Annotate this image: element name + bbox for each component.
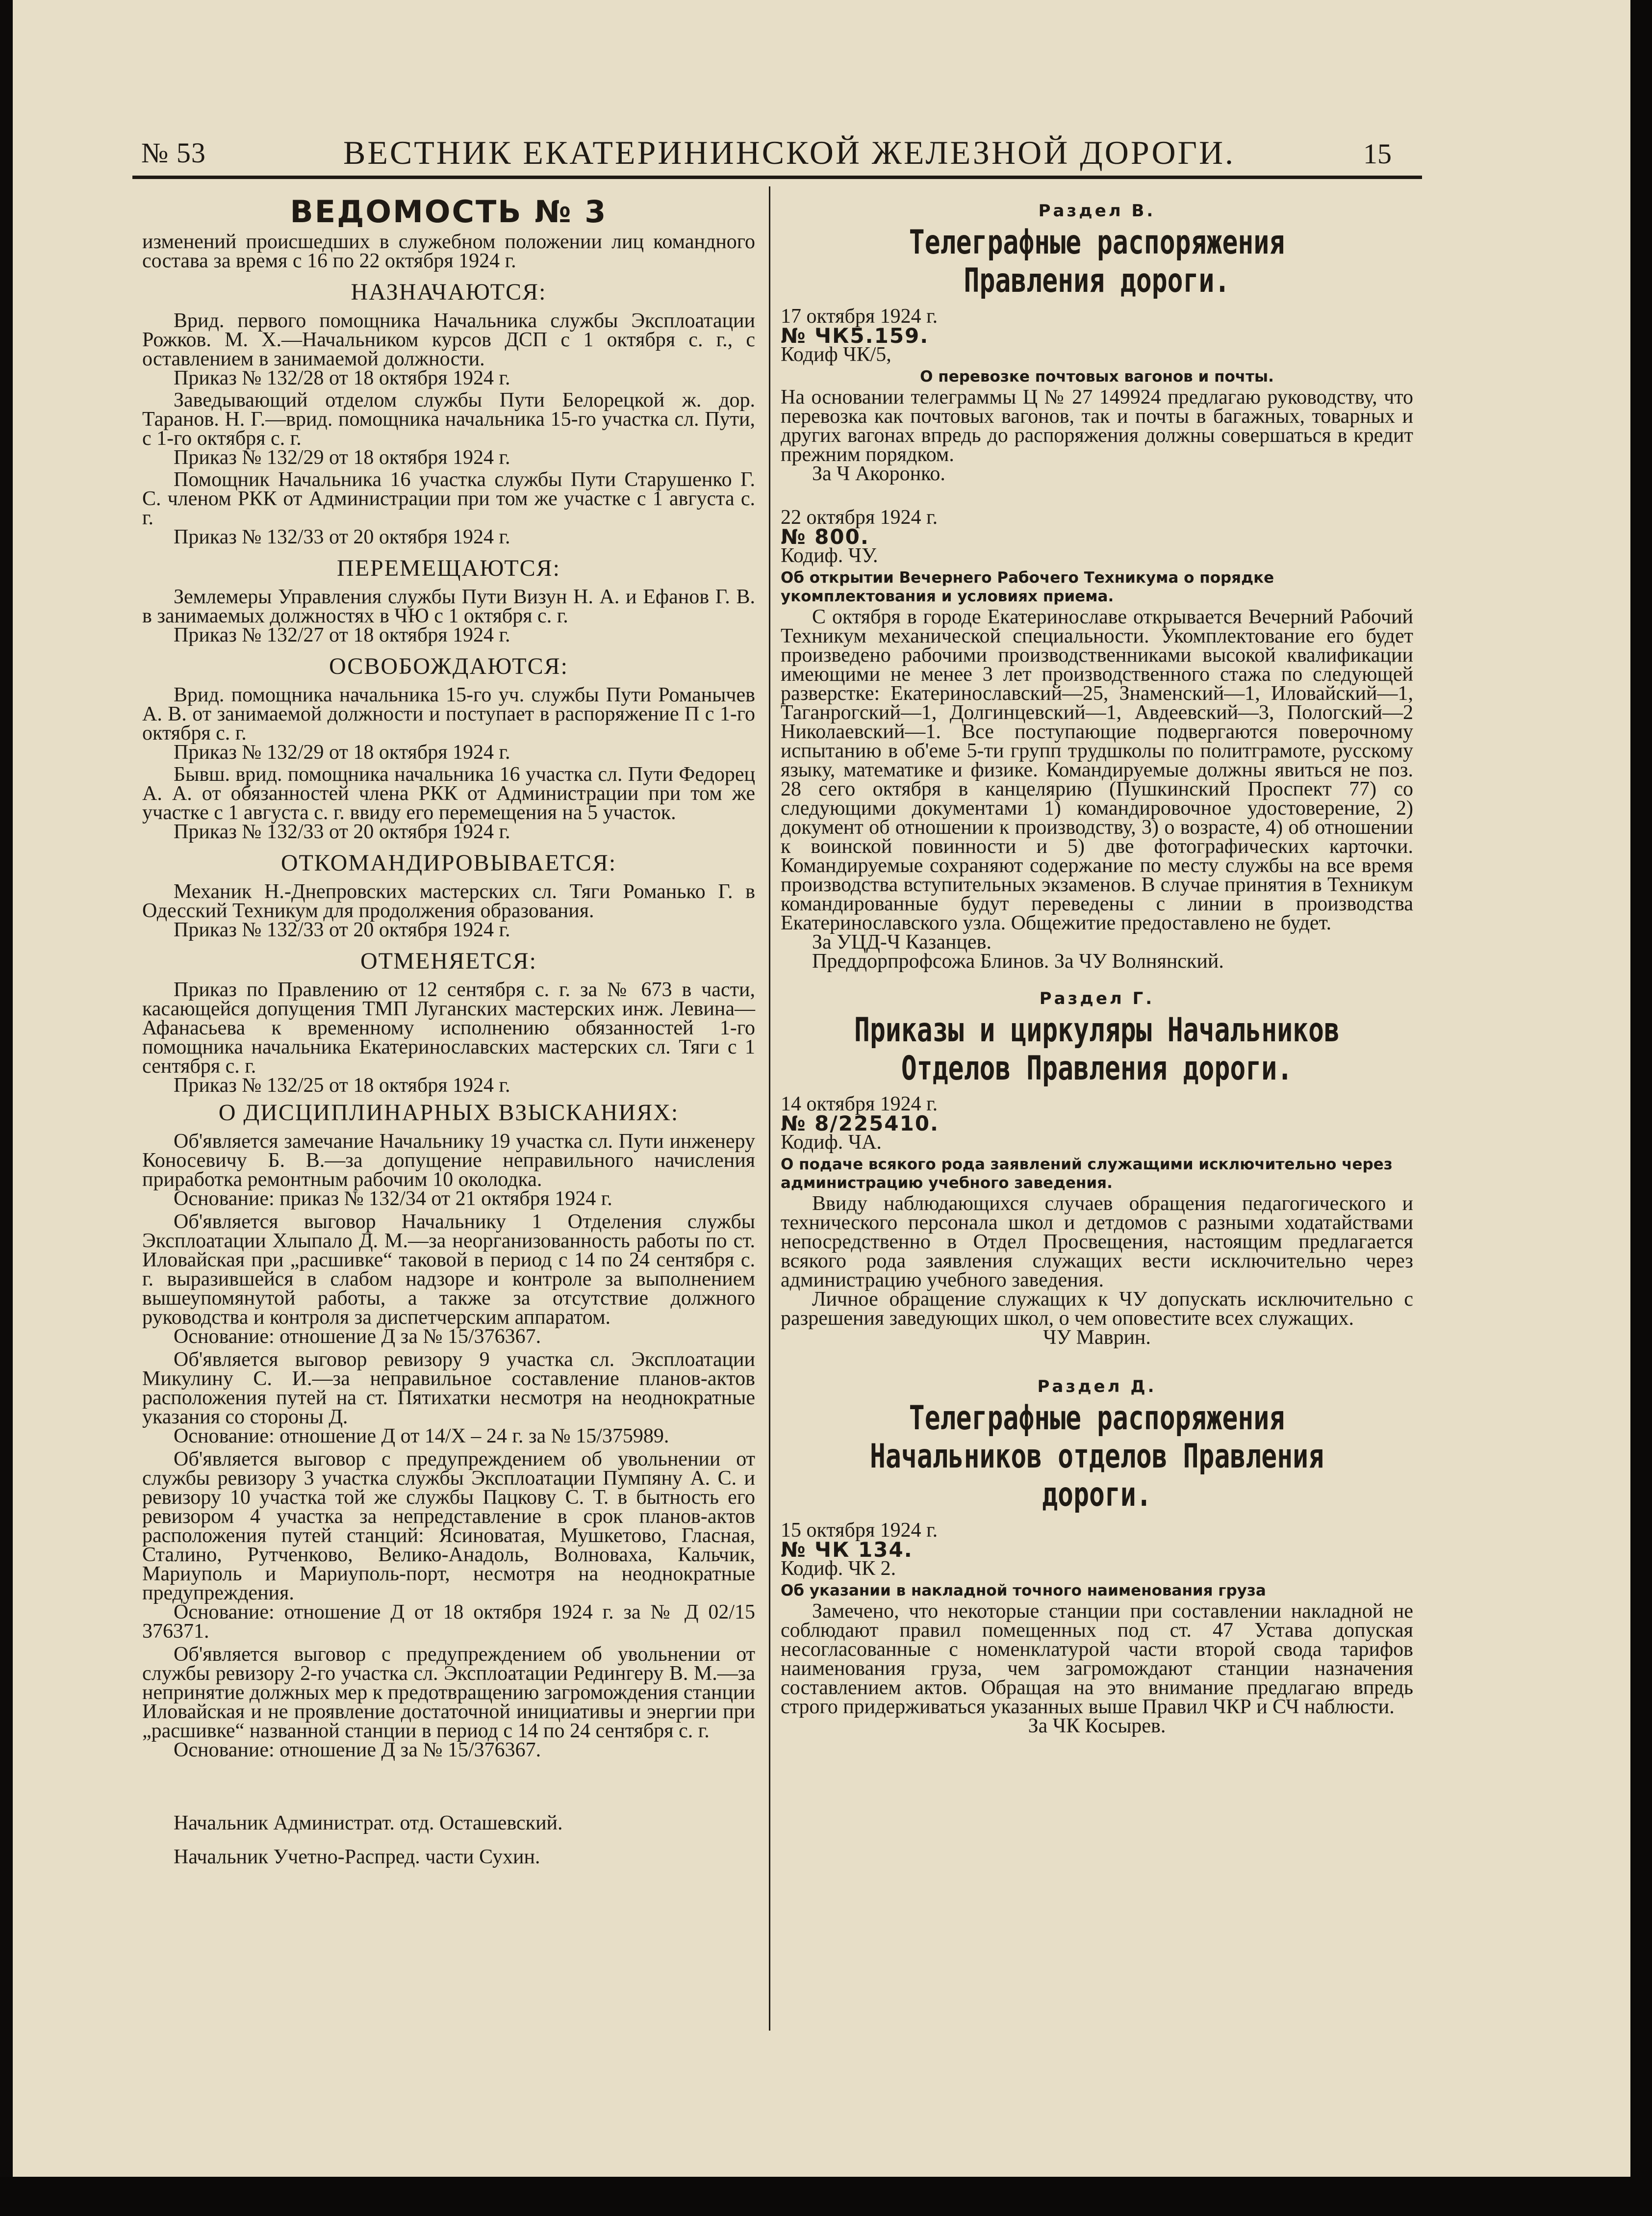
basis-reference: Основание: приказ № 132/34 от 21 октября 1924 г. — [174, 1187, 612, 1210]
order-text: Личное обращение служащих к ЧУ допускать исключительно с разрешения заведующих школ, о чем оповестите всех служащих. — [781, 1288, 1413, 1330]
order-reference: Приказ № 132/33 от 20 октября 1924 г. — [174, 526, 510, 548]
order-signature: За УЦД-Ч Казанцев. — [812, 931, 991, 953]
vedomost-title: ВЕДОМОСТЬ № 3 — [290, 194, 608, 230]
order-text: Замечено, что некоторые станции при составлении накладной не соблюдают правил помещенных под ст. 47 Устава допуская несогласованные с номенклатурой части второй свода тарифов наименования груза, чем загромождают станции назначения составлением актов. Обращая на это внимание предлагаю впредь строго придерживаться указанных выше Правил ЧКР и СЧ наблюсти. — [781, 1600, 1413, 1718]
left-column — [142, 194, 755, 1867]
section-g-label: Раздел Г. — [1039, 989, 1155, 1008]
section-g-title: Приказы и циркуляры Начальников Отделов Правления дороги. — [854, 1011, 1340, 1088]
paragraph: Врид. первого помощника Начальника службы Эксплоатации Рожков. М. Х.—Начальником курсов ДСП с 1 октября с. г., с оставлением в занимаемой должности. — [142, 309, 755, 370]
header-rule — [132, 176, 1422, 179]
column-divider — [769, 186, 770, 2031]
order-subject: О перевозке почтовых вагонов и почты. — [920, 368, 1274, 386]
newspaper-title: ВЕСТНИК ЕКАТЕРИНИНСКОЙ ЖЕЛЕЗНОЙ ДОРОГИ. — [343, 134, 1236, 171]
paragraph: Врид. помощника начальника 15-го уч. службы Пути Романычев А. В. от занимаемой должности и поступает в распоряжение П с 1-го октября с. г. — [142, 684, 755, 745]
heading-peremeshchayutsya: ПЕРЕМЕЩАЮТСЯ: — [337, 555, 560, 581]
paragraph: Об'является замечание Начальнику 19 участка сл. Пути инженеру Коносевичу Б. В.—за допущение неправильного начисления приработка ремонтным рабочим 10 околодка. — [142, 1130, 755, 1191]
order-text: Ввиду наблюдающихся случаев обращения педагогического и технического персонала школ и детдомов с разными ходатайствами непосредственно в Отдел Просвещения, настоящим предлагается всякого рода заявления служащих вести исключительно через администрацию учебного заведения. — [781, 1192, 1413, 1291]
section-d-label: Раздел Д. — [1037, 1377, 1157, 1396]
heading-naznachayutsya: НАЗНАЧАЮТСЯ: — [351, 279, 547, 305]
order-subject: Об указании в накладной точного наименования груза — [781, 1582, 1266, 1599]
order-signature: Преддорпрофсожа Блинов. За ЧУ Волнянский. — [812, 950, 1224, 973]
heading-osvobozhdayutsya: ОСВОБОЖДАЮТСЯ: — [329, 653, 568, 679]
order-reference: Приказ № 132/28 от 18 октября 1924 г. — [174, 367, 510, 389]
order-reference: Приказ № 132/33 от 20 октября 1924 г. — [174, 919, 510, 941]
section-d-title: Телеграфные распоряжения Начальников отделов Правления дороги. — [869, 1399, 1324, 1514]
order-subject: Об открытии Вечернего Рабочего Техникума о порядке укомплектования и условиях приема. — [781, 569, 1274, 605]
heading-otkomandirovyvaetsya: ОТКОМАНДИРОВЫВАЕТСЯ: — [280, 850, 617, 876]
paragraph: Заведывающий отделом службы Пути Белорецкой ж. дор. Таранов. Н. Г.—врид. помощника начальника 15-го участка сл. Пути, с 1-го октября с. г. — [142, 389, 755, 450]
order-reference: Приказ № 132/29 от 18 октября 1924 г. — [174, 446, 510, 469]
order-codification: Кодиф ЧК/5, — [781, 343, 891, 366]
order-number: № ЧК5.159. — [781, 324, 929, 348]
order-signature: За ЧК Косырев. — [1028, 1715, 1166, 1737]
right-scan-edge — [1630, 0, 1652, 2216]
basis-reference: Основание: отношение Д от 18 октября 1924 г. за № Д 02/15 376371. — [142, 1601, 755, 1643]
section-v-label: Раздел В. — [1038, 201, 1156, 221]
order-date: 22 октября 1924 г. — [781, 506, 938, 529]
paragraph: Землемеры Управления службы Пути Визун Н. А. и Ефанов Г. В. в занимаемых должностях в ЧЮ с 1 октября с. г. — [142, 586, 755, 627]
order-signature: ЧУ Маврин. — [1043, 1326, 1151, 1349]
order-date: 17 октября 1924 г. — [781, 305, 938, 328]
order-number: № ЧК 134. — [781, 1538, 913, 1562]
paragraph: Помощник Начальника 16 участка службы Пути Старушенко Г. С. членом РКК от Администрации при том же участке с 1 августа с. г. — [142, 468, 755, 529]
signature-uchetno: Начальник Учетно-Распред. части Сухин. — [174, 1846, 540, 1868]
paragraph: Об'является выговор с предупреждением об увольнении от службы ревизору 2-го участка сл. Эксплоатации Редингеру В. М.—за непринятие должных мер к предотвращению загромождения станции Иловайская и не проявление достаточной инициативы и энергии при „расшивке“ названной станции в период с 14 по 24 сентября с. г. — [142, 1643, 755, 1742]
order-date: 15 октября 1924 г. — [781, 1519, 938, 1542]
heading-distsiplinarnye: О ДИСЦИПЛИНАРНЫХ ВЗЫСКАНИЯХ: — [218, 1100, 679, 1126]
order-reference: Приказ № 132/29 от 18 октября 1924 г. — [174, 741, 510, 764]
order-codification: Кодиф. ЧК 2. — [781, 1557, 896, 1580]
right-column — [781, 201, 1413, 1736]
order-date: 14 октября 1924 г. — [781, 1093, 938, 1115]
bottom-scan-edge — [0, 2177, 1652, 2216]
order-number: № 8/225410. — [781, 1111, 940, 1135]
signature-admin: Начальник Администрат. отд. Осташевский. — [174, 1812, 563, 1834]
paragraph: Механик Н.-Днепровских мастерских сл. Тяги Романько Г. в Одесский Техникум для продолжения образования. — [142, 880, 755, 922]
paragraph: Приказ по Правлению от 12 сентября с. г. за № 673 в части, касающейся допущения ТМП Луганских мастерских инж. Левина—Афанасьева к временному исполнению обязанностей 1-го помощника начальника Екатеринославских мастерских сл. Тяги с 1 сентября с. г. — [142, 979, 755, 1078]
order-text: С октября в городе Екатеринославе открывается Вечерний Рабочий Техникум механической специальности. Укомплектование его будет произведено рабочими производственниками высокой квалификации имеющими не менее 3 лет производственного стажа по следующей разверстке: Екатеринославский—25, Знаменский—1, Иловайский—1, Таганрогский—1, Долгинцевский—1, Авдеевский—3, Пологский—2 Николаевский—1. Все поступающие подвергаются поверочному испытанию в об'еме 5-ти групп трудшколы по политграмоте, русскому языку, математике и физике. Командируемые должны явиться не поз. 28 сего октября в канцелярию (Пушкинский Проспект 77) со следующими документами 1) командировочное удостоверение, 2) документ об отношении к производству, 3) о возрасте, 4) об отношении к воинской повинности и 5) две фотографических карточки. Командируемые сохраняют содержание по месту службы на все время производства вступительных экзаменов. В случае принятия в Техникум командированные будут переведены с линии в производства Екатеринославского узла. Общежитие предоставлено не будет. — [781, 606, 1413, 934]
heading-otmenyaetsya: ОТМЕНЯЕТСЯ: — [360, 948, 537, 974]
order-codification: Кодиф. ЧУ. — [781, 544, 878, 567]
paragraph: Об'является выговор ревизору 9 участка сл. Эксплоатации Микулину С. И.—за неправильное составление планов-актов расположения путей на ст. Пятихатки несмотря на неоднократные указания со стороны Д. — [142, 1348, 755, 1428]
paragraph: Об'является выговор с предупреждением об увольнении от службы ревизору 3 участка службы Эксплоатации Пумпяну А. С. и ревизору 10 участка той же службы Пацкову С. Т. в бытность его ревизором 4 участка за непредставление в срок планов-актов расположения путей станций: Ясиноватая, Мушкетово, Гласная, Сталино, Рутченково, Велико-Анадоль, Волноваха, Кальчик, Мариуполь и Мариуполь-порт, несмотря на неоднократные предупреждения. — [142, 1448, 755, 1604]
basis-reference: Основание: отношение Д за № 15/376367. — [174, 1325, 541, 1348]
order-subject: О подаче всякого рода заявлений служащими исключительно через администрацию учебного заведения. — [781, 1156, 1393, 1192]
page-number: 15 — [1363, 138, 1392, 170]
section-v-title: Телеграфные распоряжения Правления дороги. — [909, 223, 1285, 300]
order-reference: Приказ № 132/25 от 18 октября 1924 г. — [174, 1074, 510, 1097]
basis-reference: Основание: отношение Д за № 15/376367. — [174, 1739, 541, 1761]
paragraph: Об'является выговор Начальнику 1 Отделения службы Эксплоатации Хлыпало Д. М.—за неорганизованность работы по ст. Иловайская при „расшивке“ таковой в период с 14 по 24 сентября с. г. выразившейся в слабом надзоре и контроле за выполнением вышеупомянутой работы, а также за отсутствие должного руководства и контроля за диспетчерским аппаратом. — [142, 1211, 755, 1329]
issue-number: № 53 — [141, 137, 206, 169]
order-signature: За Ч Акоронко. — [812, 463, 945, 485]
vedomost-intro: изменений происшедших в служебном положении лиц командного состава за время с 16 по 22 октября 1924 г. — [142, 231, 755, 272]
paragraph: Бывш. врид. помощника начальника 16 участка сл. Пути Федорец А. А. от обязанностей члена РКК от Администрации при том же участке с 1 августа с. г. ввиду его перемещения на 5 участок. — [142, 763, 755, 824]
order-text: На основании телеграммы Ц № 27 149924 предлагаю руководству, что перевозка как почтовых вагонов, так и почты в багажных, товарных и других вагонах впредь до распоряжения должны совершаться в кредит прежним порядком. — [781, 386, 1413, 466]
basis-reference: Основание: отношение Д от 14/X – 24 г. за № 15/375989. — [174, 1425, 669, 1447]
order-reference: Приказ № 132/33 от 20 октября 1924 г. — [174, 821, 510, 843]
order-codification: Кодиф. ЧА. — [781, 1131, 882, 1154]
order-number: № 800. — [781, 525, 869, 549]
order-reference: Приказ № 132/27 от 18 октября 1924 г. — [174, 624, 510, 646]
